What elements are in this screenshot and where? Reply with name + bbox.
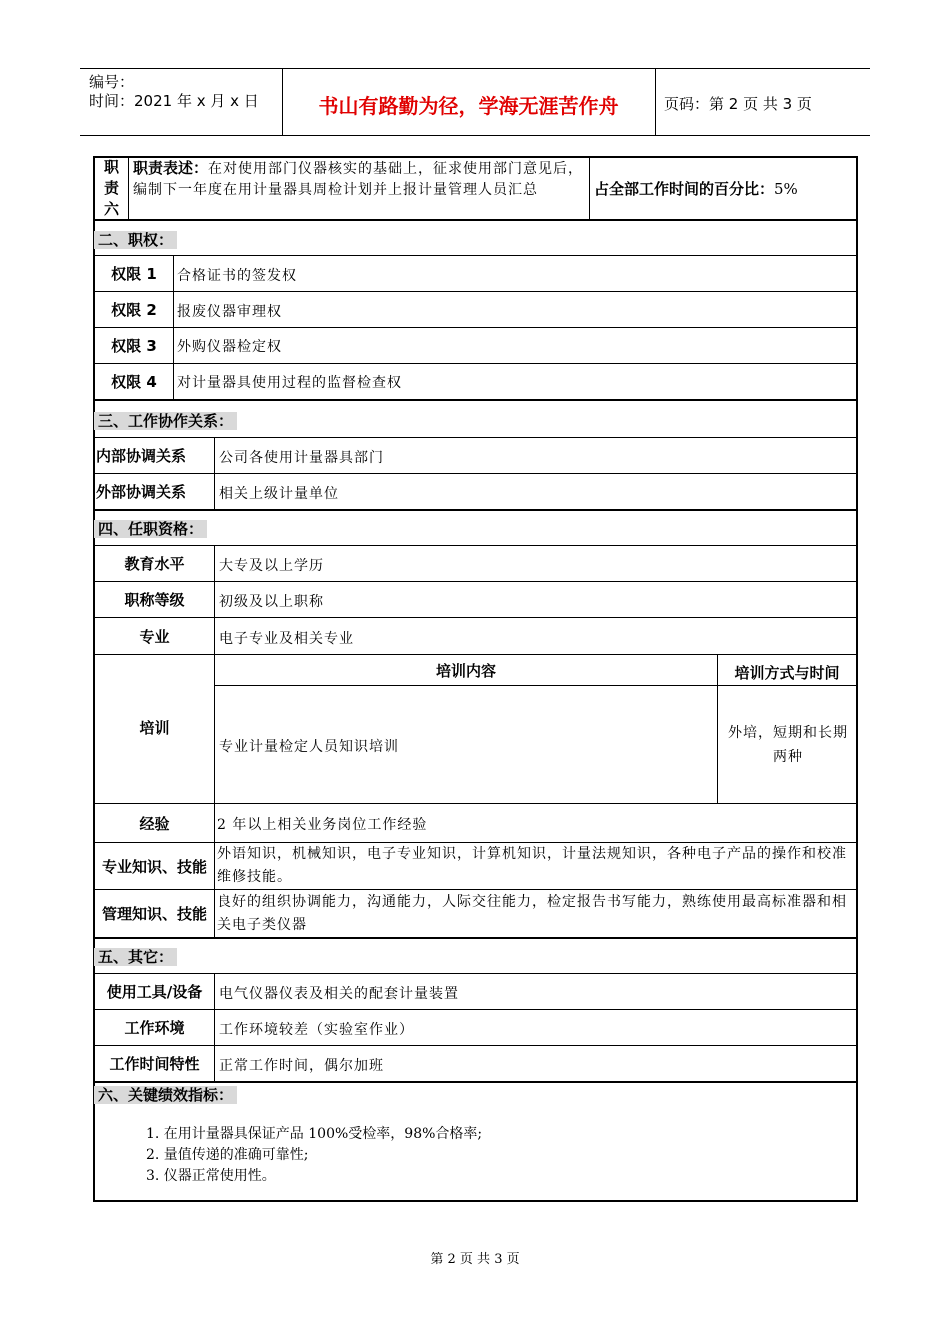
time-percentage: [594, 158, 854, 219]
work-environment-text: 工作环境较差（实验室作业）: [219, 1022, 414, 1038]
title-grade-text: 初级及以上职称: [219, 594, 324, 610]
kpi-list: [146, 1124, 482, 1187]
title-grade-label: 职称等级: [124, 591, 185, 609]
authority-text: 报废仪器审理权: [177, 304, 282, 320]
page-footer: 第 2 页 共 3 页: [430, 1252, 520, 1267]
duty-six-description: [133, 158, 587, 201]
professional-skill-label: 专业知识、技能: [101, 857, 207, 876]
major-text: 电子专业及相关专业: [219, 630, 354, 647]
management-skill-text: 良好的组织协调能力，沟通能力，人际交往能力，检定报告书写能力，熟练使用最高标准器和相关电子类仪器: [217, 893, 847, 933]
kpi-item: 1. 在用计量器具保证产品 100%受检率，98%合格率;: [146, 1126, 483, 1142]
duty-six-label: 职 责 六: [103, 158, 119, 218]
experience-label: 经验: [139, 814, 170, 833]
training-method-header: 培训方式与时间: [734, 663, 840, 682]
professional-skill-text: 外语知识，机械知识，电子专业知识，计算机知识，计量法规知识，各种电子产品的操作和校准维修技能。: [217, 846, 847, 885]
work-environment-label: 工作环境: [124, 1019, 185, 1037]
external-coordination-text: 相关上级计量单位: [219, 486, 339, 502]
training-label: 培训: [139, 718, 170, 737]
section-other-title: 五、其它：: [94, 948, 177, 966]
internal-coordination-text: 公司各使用计量器具部门: [219, 450, 384, 466]
authority-text: 外购仪器检定权: [177, 339, 282, 355]
section-qualifications-title: 四、任职资格：: [94, 520, 207, 538]
section-cooperation-title: 三、工作协作关系：: [94, 412, 237, 430]
time-percentage-label: 占全部工作时间的百分比：: [594, 180, 775, 198]
training-method-text: 外培，短期和长期两种: [728, 724, 848, 765]
authority-label: 权限 3: [111, 337, 157, 355]
time-percentage-value: 5%: [774, 179, 798, 198]
external-coordination-label: 外部协调关系: [96, 483, 187, 501]
page-indicator: 页码：第 2 页 共 3 页: [664, 95, 812, 113]
tools-text: 电气仪器仪表及相关的配套计量装置: [219, 986, 459, 1002]
training-content-text: 专业计量检定人员知识培训: [219, 739, 399, 755]
authority-label: 权限 2: [111, 301, 157, 319]
document-time-label: 时间：2021 年 x 月 x 日: [89, 92, 259, 110]
duty-description-label: 职责表述：: [133, 159, 209, 177]
document-number-label: 编号：: [89, 73, 135, 91]
kpi-item: 2. 量值传递的准确可靠性;: [146, 1147, 309, 1163]
section-kpi-title: 六、关键绩效指标：: [94, 1086, 237, 1104]
major-label: 专业: [139, 627, 170, 646]
work-time-text: 正常工作时间，偶尔加班: [219, 1058, 384, 1074]
training-content-header: 培训内容: [435, 661, 496, 680]
management-skill-label: 管理知识、技能: [101, 905, 207, 923]
internal-coordination-label: 内部协调关系: [96, 447, 187, 465]
education-text: 大专及以上学历: [219, 558, 324, 574]
section-authority-title: 二、职权：: [94, 231, 177, 249]
duty-description-text: 在对使用部门仪器核实的基础上，征求使用部门意见后，编制下一年度在用计量器具周检计划并上报计量管理人员汇总: [133, 161, 584, 198]
authority-text: 对计量器具使用过程的监督检查权: [177, 375, 402, 391]
authority-label: 权限 1: [111, 265, 157, 283]
education-label: 教育水平: [124, 555, 185, 573]
kpi-item: 3. 仪器正常使用性。: [146, 1168, 276, 1184]
tools-label: 使用工具/设备: [106, 983, 203, 1001]
authority-label: 权限 4: [111, 373, 157, 391]
authority-text: 合格证书的签发权: [177, 268, 297, 284]
work-time-label: 工作时间特性: [109, 1055, 200, 1073]
experience-text: 2 年以上相关业务岗位工作经验: [217, 816, 428, 833]
motto-title: 书山有路勤为径，学海无涯苦作舟: [318, 94, 619, 118]
